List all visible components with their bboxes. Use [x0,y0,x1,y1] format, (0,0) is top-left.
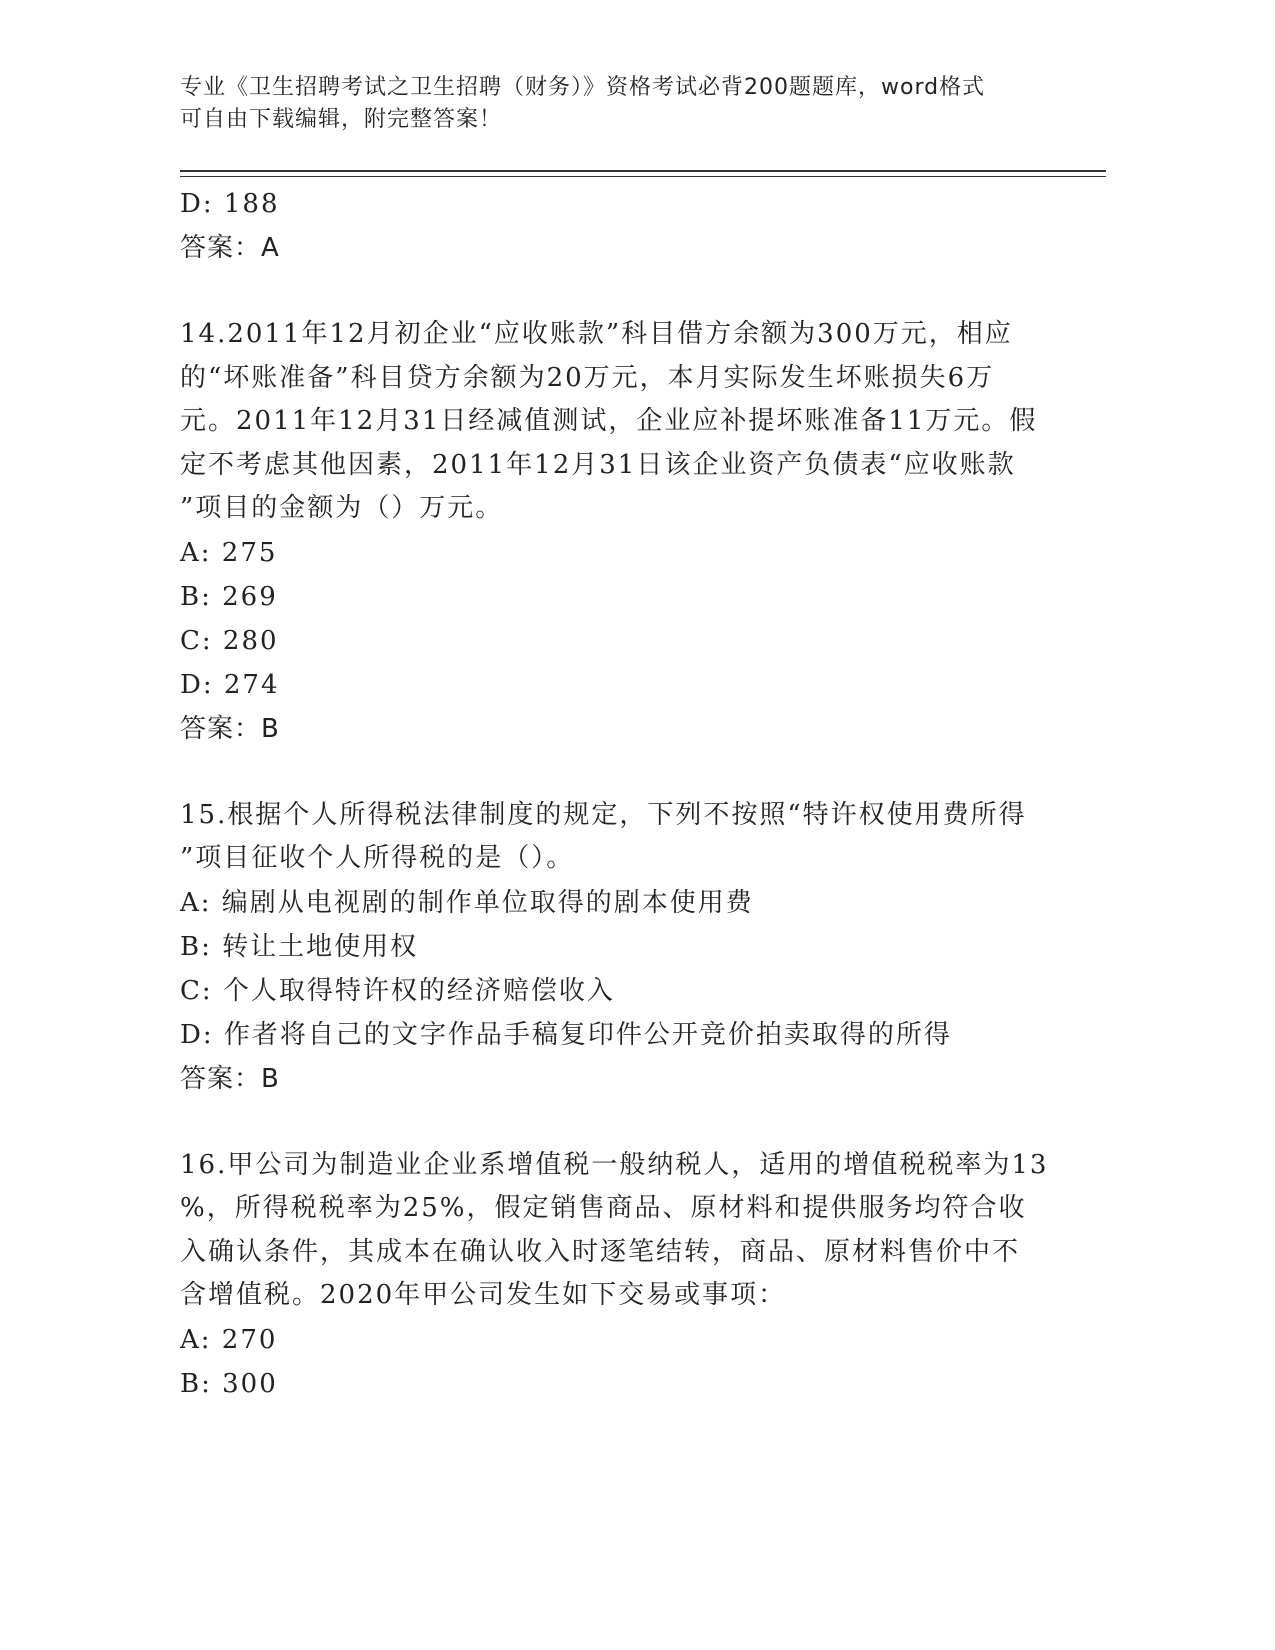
spacer [180,1101,1040,1144]
answer: 答案：B [180,713,280,744]
document-body [180,182,1049,1406]
header-title-line-2: 可自由下载编辑，附完整答案！ [180,107,503,132]
question-text [180,313,1040,531]
spacer [180,751,1040,794]
question-line: 14.2011年12月初企业“应收账款”科目借方余额为300万元，相应 [180,319,1013,349]
question-line: 定不考虑其他因素，2011年12月31日该企业资产负债表“应收账款 [180,449,1016,480]
question-16 [180,1144,1049,1406]
option-b: B: 转让土地使用权 [180,931,419,962]
option-a: A: 编剧从电视剧的制作单位取得的剧本使用费 [180,887,754,918]
question-14 [180,313,1040,751]
prev-question-tail [180,182,1040,270]
document-header [180,72,1040,136]
answer: 答案：A [180,233,280,263]
option-a: A: 275 [180,537,278,568]
question-line: 16.甲公司为制造业企业系增值税一般纳税人，适用的增值税税率为13 [180,1149,1049,1180]
question-line: 的“坏账准备”科目贷方余额为20万元，本月实际发生坏账损失6万 [180,362,995,393]
header-divider-thin [180,176,1106,177]
option-c: C: 个人取得特许权的经济赔偿收入 [180,975,615,1006]
question-line: %，所得税税率为25%，假定销售商品、原材料和提供服务均符合收 [180,1193,1027,1223]
question-line: ”项目征收个人所得税的是（）。 [180,843,575,873]
question-text [180,794,1040,881]
header-divider-thick [180,170,1106,172]
answer: 答案：B [180,1063,280,1094]
question-15 [180,794,1040,1101]
option-b: B: 269 [180,581,278,612]
question-line: 含增值税。2020年甲公司发生如下交易或事项： [180,1280,787,1310]
option-c: C: 280 [180,625,279,656]
header-title-line-1: 专业《卫生招聘考试之卫生招聘（财务）》资格考试必背200题题库，word格式 [180,75,986,100]
question-line: 15.根据个人所得税法律制度的规定，下列不按照“特许权使用费所得 [180,799,1027,830]
option-d: D: 188 [180,189,280,219]
option-d: D: 274 [180,669,280,700]
question-line: 元。2011年12月31日经减值测试，企业应补提坏账准备11万元。假 [180,406,1038,436]
option-a: A: 270 [180,1324,278,1355]
spacer [180,270,1040,313]
option-b: B: 300 [180,1368,278,1399]
question-line: ”项目的金额为（）万元。 [180,493,504,523]
option-d: D: 作者将自己的文字作品手稿复印件公开竞价拍卖取得的所得 [180,1019,952,1050]
question-text [180,1144,1049,1318]
question-line: 入确认条件，其成本在确认收入时逐笔结转，商品、原材料售价中不 [180,1236,1021,1267]
